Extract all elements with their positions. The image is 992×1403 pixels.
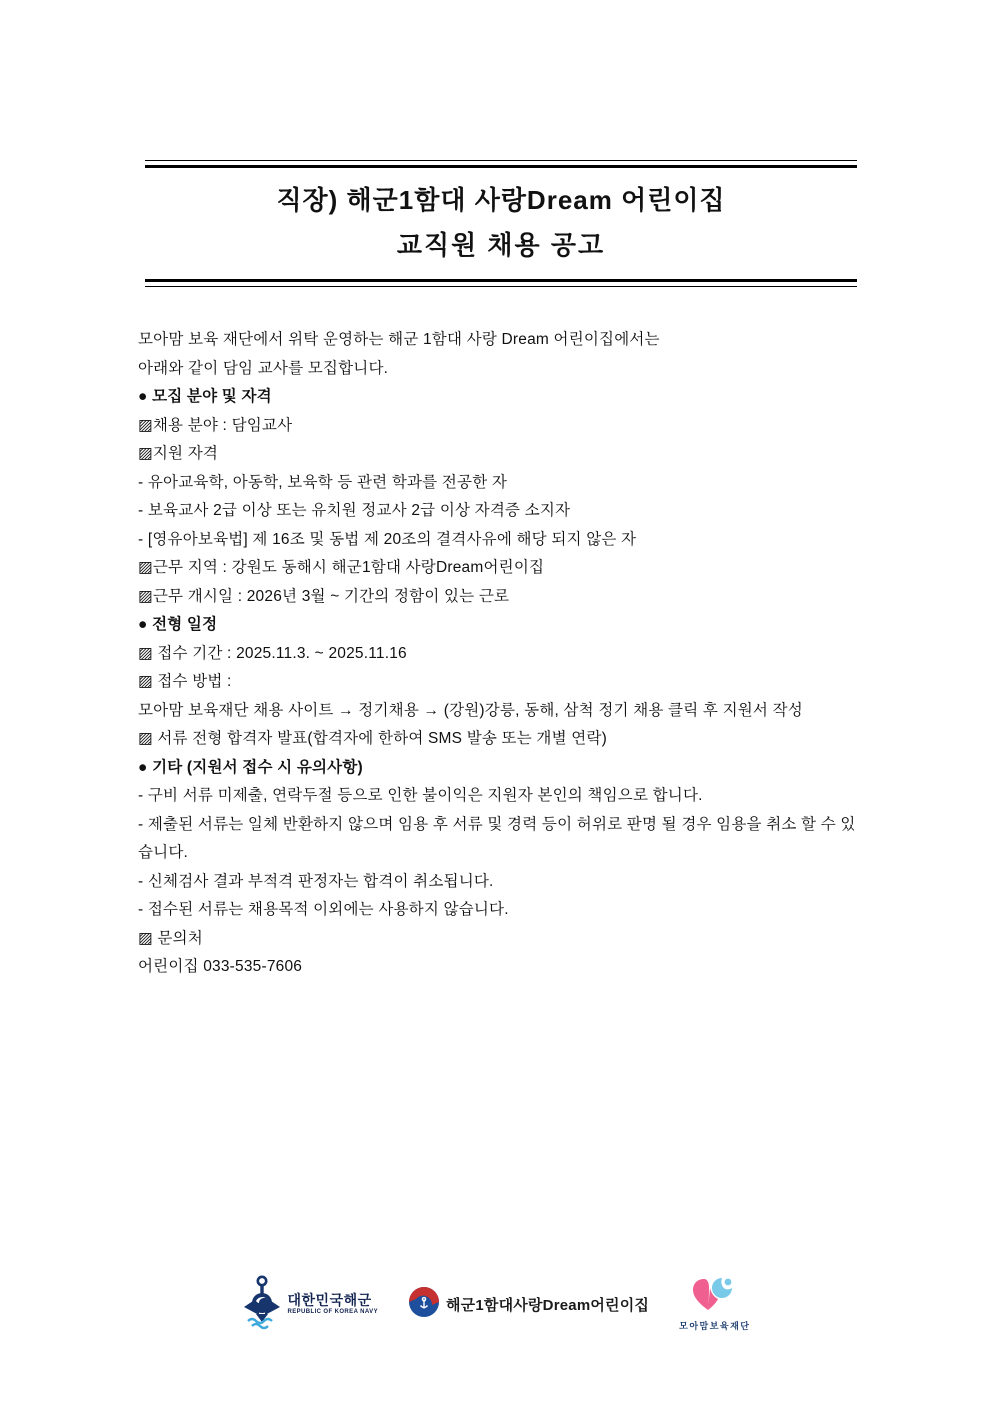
note-item: - 접수된 서류는 채용목적 이외에는 사용하지 않습니다. xyxy=(138,901,509,918)
announcement-line: ▨ 서류 전형 합격자 발표(합격자에 한하여 SMS 발송 또는 개별 연락) xyxy=(138,730,607,747)
qualification-item: - 보육교사 2급 이상 또는 유치원 정교사 2급 이상 자격증 소지자 xyxy=(138,502,571,519)
document-title-line2: 교직원 채용 공고 xyxy=(396,230,606,260)
work-location-line: ▨근무 지역 : 강원도 동해시 해군1함대 사랑Dream어린이집 xyxy=(138,559,545,576)
qualification-item: - [영유아보육법] 제 16조 및 동법 제 20조의 결격사유에 해당 되지 않은 자 xyxy=(138,530,637,548)
section-heading-schedule: ● 전형 일정 xyxy=(138,616,218,633)
contact-phone-line: 어린이집 033-535-7606 xyxy=(138,958,303,975)
application-method-label: ▨ 접수 방법 : xyxy=(138,673,232,690)
recruit-position-line: ▨채용 분야 : 담임교사 xyxy=(138,416,293,434)
foundation-logo xyxy=(679,1277,750,1332)
intro-line: 모아맘 보육 재단에서 위탁 운영하는 해군 1함대 사랑 Dream 어린이집에서는 xyxy=(138,331,660,348)
navy-logo xyxy=(242,1273,378,1336)
title-block xyxy=(145,160,857,287)
navy-emblem-icon xyxy=(242,1273,282,1336)
foundation-logo-label: 모아맘보육재단 xyxy=(679,1320,751,1331)
section-heading-etc: ● 기타 (지원서 접수 시 유의사항) xyxy=(138,758,363,776)
foundation-heart-icon xyxy=(692,1277,738,1318)
recruit-qualification-label: ▨지원 자격 xyxy=(138,445,219,462)
navy-logo-subtitle: REPUBLIC OF KOREA NAVY xyxy=(287,1308,378,1315)
navy-logo-title: 대한민국해군 xyxy=(287,1291,372,1308)
title-bottom-double-rule xyxy=(145,279,857,287)
application-method-detail: 모아맘 보육재단 채용 사이트 → 정기채용 → (강원)강릉, 동해, 삼척 정기 채용 클릭 후 지원서 작성 xyxy=(138,701,803,719)
document-body xyxy=(138,326,866,982)
document-title-line1: 직장) 해군1함대 사랑Dream 어린이집 xyxy=(276,185,726,215)
daycare-emblem-icon xyxy=(408,1286,440,1323)
note-item: - 구비 서류 미제출, 연락두절 등으로 인한 불이익은 지원자 본인의 책임으로 합니다. xyxy=(138,787,703,804)
note-item: - 제출된 서류는 일체 반환하지 않으며 임용 후 서류 및 경력 등이 허위로 판명 될 경우 임용을 취소 할 수 있습니다. xyxy=(138,815,856,861)
section-heading-recruit: ● 모집 분야 및 자격 xyxy=(138,388,272,405)
daycare-logo-label: 해군1함대사랑Dream어린이집 xyxy=(445,1296,650,1314)
navy-logo-text xyxy=(288,1293,378,1316)
footer-logos xyxy=(0,1272,992,1336)
contact-label: ▨ 문의처 xyxy=(138,929,203,947)
qualification-item: - 유아교육학, 아동학, 보육학 등 관련 학과를 전공한 자 xyxy=(138,473,508,491)
intro-line: 아래와 같이 담임 교사를 모집합니다. xyxy=(138,359,389,377)
work-start-date-line: ▨근무 개시일 : 2026년 3월 ~ 기간의 정함이 있는 근로 xyxy=(138,587,510,605)
daycare-logo xyxy=(408,1286,649,1323)
note-item: - 신체검사 결과 부적격 판정자는 합격이 취소됩니다. xyxy=(138,872,494,890)
application-period-line: ▨ 접수 기간 : 2025.11.3. ~ 2025.11.16 xyxy=(138,644,407,662)
title-top-double-rule xyxy=(145,160,857,168)
